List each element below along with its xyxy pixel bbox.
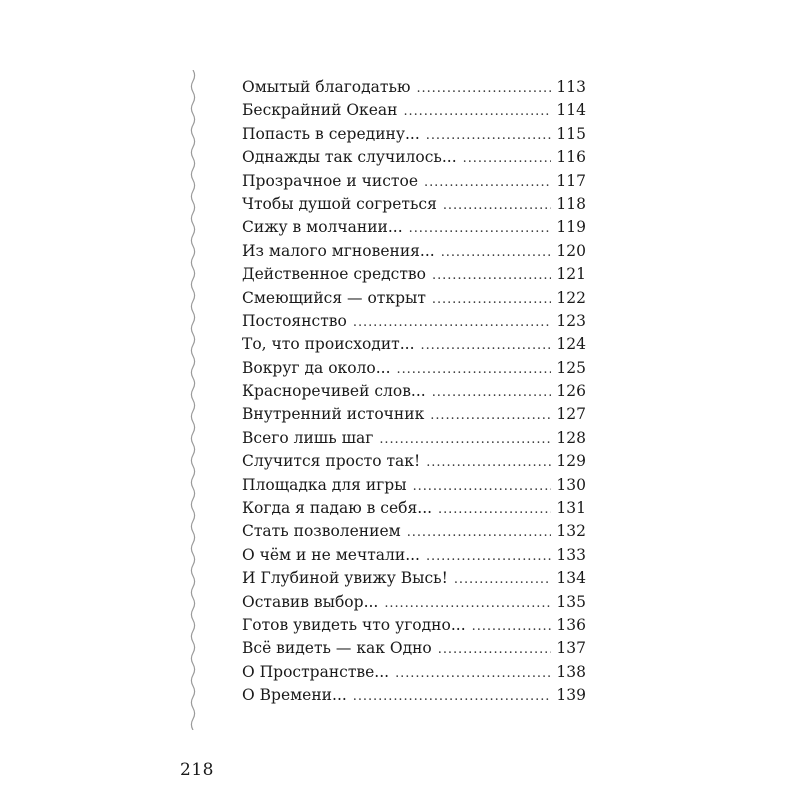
toc-entry-title: Действенное средство xyxy=(242,265,426,284)
toc-entry-page: 118 xyxy=(556,194,586,213)
toc-entry xyxy=(242,287,586,310)
toc-entry-page: 117 xyxy=(556,171,586,190)
toc-entry-title: О Пространстве... xyxy=(242,662,390,681)
toc-entry-title: Постоянство xyxy=(242,311,347,330)
toc-entry-title: Внутренний источник xyxy=(242,405,425,424)
toc-entry-title: Сижу в молчании... xyxy=(242,218,403,237)
toc-entry-page: 115 xyxy=(556,124,586,143)
toc-entry-page: 120 xyxy=(556,241,586,260)
toc-entry-page: 131 xyxy=(556,499,586,518)
toc-entry xyxy=(242,170,586,193)
toc-entry-page: 134 xyxy=(556,569,586,588)
toc-entry xyxy=(242,427,586,450)
toc-entry-title: О чём и не мечтали... xyxy=(242,545,420,564)
toc-leader-dots xyxy=(379,428,551,451)
toc-entry xyxy=(242,146,586,169)
toc-leader-dots xyxy=(438,498,551,521)
toc-leader-dots xyxy=(438,638,551,661)
toc-entry-title: Оставив выбор... xyxy=(242,592,379,611)
toc-leader-dots xyxy=(384,592,551,615)
toc-leader-dots xyxy=(413,475,551,498)
toc-entry-page: 126 xyxy=(556,382,586,401)
toc-entry-page: 136 xyxy=(556,615,586,634)
toc-entry xyxy=(242,567,586,590)
toc-entry xyxy=(242,520,586,543)
toc-entry-title: Готов увидеть что угодно... xyxy=(242,615,466,634)
toc-entry xyxy=(242,123,586,146)
toc-entry-page: 130 xyxy=(556,475,586,494)
toc-entry-title: То, что происходит... xyxy=(242,335,415,354)
toc-entry-page: 124 xyxy=(556,335,586,354)
toc-leader-dots xyxy=(353,311,551,334)
toc-entry-title: Прозрачное и чистое xyxy=(242,171,418,190)
toc-entry-page: 114 xyxy=(556,101,586,120)
toc-leader-dots xyxy=(443,194,551,217)
toc-leader-dots xyxy=(353,685,551,708)
toc-entry xyxy=(242,76,586,99)
toc-entry-title: Красноречивей слов... xyxy=(242,382,426,401)
toc-leader-dots xyxy=(426,451,551,474)
toc-entry-title: Всего лишь шаг xyxy=(242,428,374,447)
toc-leader-dots xyxy=(426,545,551,568)
page-number: 218 xyxy=(180,760,214,780)
toc-entry-title: Попасть в середину... xyxy=(242,124,420,143)
toc-leader-dots xyxy=(421,334,551,357)
toc-entry-title: О Времени... xyxy=(242,686,347,705)
toc-entry xyxy=(242,216,586,239)
toc-entry-title: Из малого мгновения... xyxy=(242,241,435,260)
toc-entry-page: 137 xyxy=(556,639,586,658)
toc-leader-dots xyxy=(426,124,551,147)
toc-entry xyxy=(242,591,586,614)
toc-entry xyxy=(242,99,586,122)
toc-leader-dots xyxy=(463,147,551,170)
toc-leader-dots xyxy=(454,568,551,591)
toc-leader-dots xyxy=(432,264,551,287)
table-of-contents xyxy=(242,76,586,708)
toc-entry-page: 119 xyxy=(556,218,586,237)
toc-entry xyxy=(242,474,586,497)
toc-leader-dots xyxy=(397,358,551,381)
toc-entry xyxy=(242,497,586,520)
toc-entry xyxy=(242,661,586,684)
toc-entry-title: Стать позволением xyxy=(242,522,401,541)
toc-entry-page: 138 xyxy=(556,662,586,681)
toc-leader-dots xyxy=(432,381,551,404)
toc-entry-page: 129 xyxy=(556,452,586,471)
toc-entry xyxy=(242,614,586,637)
toc-entry xyxy=(242,357,586,380)
toc-entry-page: 116 xyxy=(556,148,586,167)
toc-entry-title: И Глубиной увижу Высь! xyxy=(242,569,448,588)
toc-entry-page: 121 xyxy=(556,265,586,284)
toc-entry-page: 113 xyxy=(556,78,586,96)
toc-entry-title: Площадка для игры xyxy=(242,475,407,494)
toc-entry-page: 128 xyxy=(556,428,586,447)
toc-entry-page: 139 xyxy=(556,686,586,705)
toc-entry-page: 133 xyxy=(556,545,586,564)
toc-entry xyxy=(242,380,586,403)
toc-entry xyxy=(242,263,586,286)
toc-entry-title: Смеющийся — открыт xyxy=(242,288,426,307)
toc-entry-title: Омытый благодатью xyxy=(242,78,411,96)
toc-entry-title: Однажды так случилось... xyxy=(242,148,457,167)
toc-entry-page: 123 xyxy=(556,311,586,330)
toc-entry-title: Чтобы душой согреться xyxy=(242,194,437,213)
toc-entry xyxy=(242,310,586,333)
wavy-line-ornament-icon xyxy=(178,70,208,730)
toc-leader-dots xyxy=(441,241,551,264)
toc-leader-dots xyxy=(416,77,551,100)
toc-entry-page: 122 xyxy=(556,288,586,307)
toc-leader-dots xyxy=(472,615,551,638)
toc-leader-dots xyxy=(407,521,551,544)
toc-leader-dots xyxy=(432,288,551,311)
toc-entry xyxy=(242,333,586,356)
toc-entry xyxy=(242,544,586,567)
toc-entry-page: 135 xyxy=(556,592,586,611)
toc-entry xyxy=(242,403,586,426)
toc-entry xyxy=(242,193,586,216)
toc-entry-title: Случится просто так! xyxy=(242,452,421,471)
toc-entry-page: 125 xyxy=(556,358,586,377)
toc-entry xyxy=(242,637,586,660)
toc-leader-dots xyxy=(430,404,551,427)
toc-entry-title: Бескрайний Океан xyxy=(242,101,398,120)
toc-leader-dots xyxy=(403,100,551,123)
toc-entry xyxy=(242,684,586,707)
toc-entry-title: Вокруг да около... xyxy=(242,358,391,377)
toc-entry-title: Всё видеть — как Одно xyxy=(242,639,432,658)
toc-entry-page: 132 xyxy=(556,522,586,541)
toc-leader-dots xyxy=(395,662,551,685)
toc-entry xyxy=(242,240,586,263)
toc-leader-dots xyxy=(424,171,551,194)
toc-entry-page: 127 xyxy=(556,405,586,424)
toc-entry xyxy=(242,450,586,473)
toc-leader-dots xyxy=(409,217,551,240)
toc-entry-title: Когда я падаю в себя... xyxy=(242,499,433,518)
